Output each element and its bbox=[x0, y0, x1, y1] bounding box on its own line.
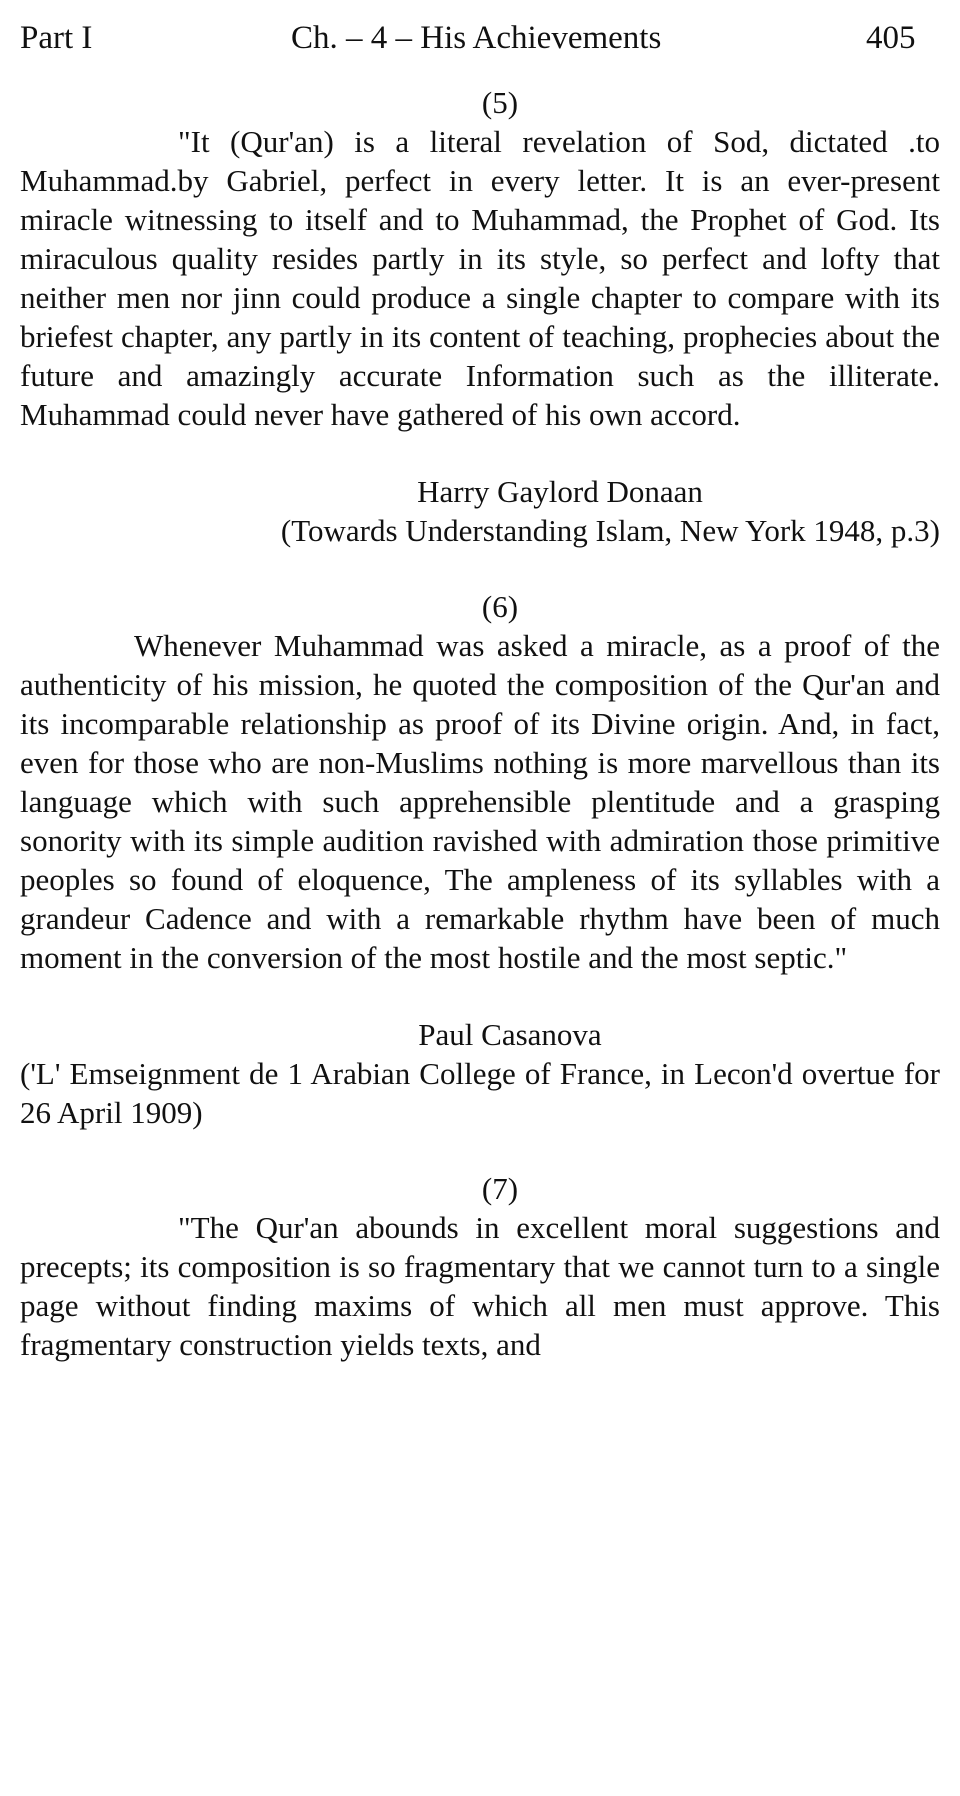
section-number: (7) bbox=[481, 1171, 519, 1206]
quote-section-5 bbox=[20, 84, 940, 550]
quote-author: Harry Gaylord Donaan bbox=[417, 474, 703, 509]
quote-citation: ('L' Emseignment de 1 Arabian College of France, in Lecon'd overtue for 26 April 1909) bbox=[20, 1056, 940, 1130]
section-number: (5) bbox=[481, 85, 519, 120]
page-header bbox=[20, 0, 940, 60]
quote-paragraph: "It (Qur'an) is a literal revelation of Sod, dictated .to Muhammad.by Gabriel, perfect in every letter. It is an ever-present miracle witnessing to itself and to Muhammad, the Prophet of God. Its miraculous quality resides partly in its style, so perfect and lofty that neither men nor jinn could produce a single chapter to compare with its briefest chapter, any partly in its content of teaching, prophecies about the future and amazingly accurate Information such as the illiterate. Muhammad could never have gathered of his own accord. bbox=[20, 124, 940, 432]
quote-paragraph: "The Qur'an abounds in excellent moral suggestions and precepts; its composition is so fragmentary that we cannot turn to a single page without finding maxims of which all men must approve. This fragmentary construction yields texts, and bbox=[20, 1210, 940, 1362]
quote-section-7 bbox=[20, 1170, 940, 1364]
quote-author: Paul Casanova bbox=[418, 1017, 602, 1052]
section-number: (6) bbox=[481, 589, 519, 624]
quote-paragraph: Whenever Muhammad was asked a miracle, as a proof of the authenticity of his mission, he quoted the composition of the Qur'an and its incomparable relationship as proof of its Divine origin. And, in fact, even for those who are non-Muslims nothing is more marvellous than its language which with such apprehensible plentitude and a grasping sonority with its simple audition ravished with admiration those primitive peoples so found of eloquence, The ampleness of its syllables with a grandeur Cadence and with a remarkable rhythm have been of much moment in the conversion of the most hostile and the most septic." bbox=[20, 628, 940, 975]
header-chapter-title: Ch. – 4 – His Achievements bbox=[291, 20, 662, 56]
quote-section-6 bbox=[20, 588, 940, 1132]
header-part-label: Part I bbox=[20, 20, 93, 56]
quote-citation: (Towards Understanding Islam, New York 1948, p.3) bbox=[280, 513, 940, 548]
document-page bbox=[20, 0, 940, 1364]
page-number: 405 bbox=[866, 20, 916, 56]
